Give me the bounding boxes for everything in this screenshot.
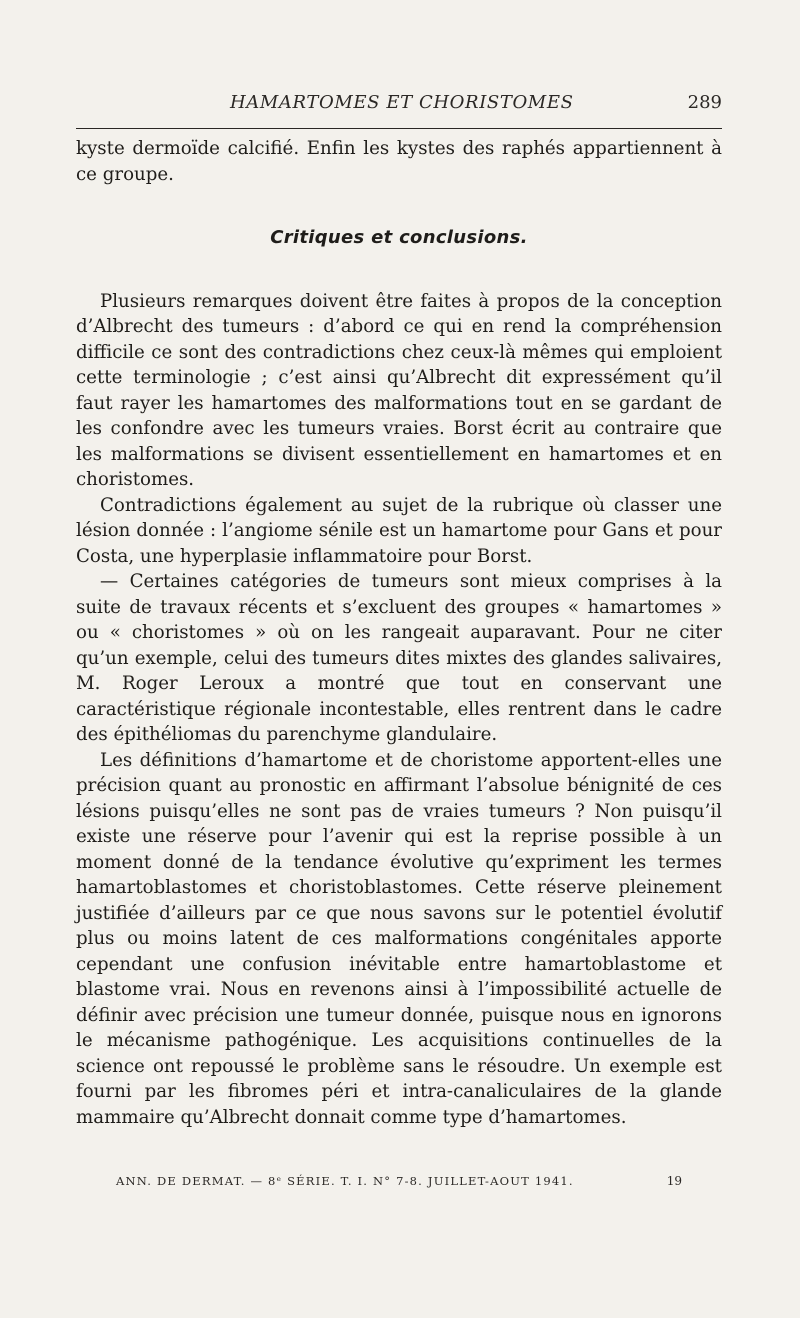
paragraph: Les définitions d’hamartome et de choristome apportent-elles une précision quant au pronostic en affirmant l’absolue bénignité de ces lésions puisqu’elles ne sont pas de vraies tumeurs ? Non puisqu’il existe une réserve pour l’avenir qui est la reprise possible à un moment donné de la tendance évolutive qu’expriment les termes hamartoblastomes et choristoblastomes. Cette réserve pleinement justifiée d’ailleurs par ce que nous savons sur le potentiel évolutif plus ou moins latent de ces malformations congénitales apporte cependant une confusion inévitable entre hamartoblastome et blastome vrai. Nous en revenons ainsi à l’impossibilité actuelle de définir avec précision une tumeur donnée, puisque nous en ignorons le mécanisme pathogénique. Les acquisitions continuelles de la science ont repoussé le problème sans le résoudre. Un exemple est fourni par les fibromes péri et intra-canaliculaires de la glande mammaire qu’Albrecht donnait comme type d’hamartomes. [76, 749, 722, 1128]
body-text [76, 136, 722, 1130]
section-heading: Critiques et conclusions. [270, 227, 528, 248]
journal-footer-line: ANN. DE DERMAT. — 8ᵉ SÉRIE. T. I. N° 7-8. JUILLET-AOUT 1941. [116, 1174, 574, 1188]
page-number: 289 [687, 92, 722, 113]
paragraph: Plusieurs remarques doivent être faites à propos de la conception d’Albrecht des tumeurs : d’abord ce qui en rend la compréhension difficile ce sont des contradictions chez ceux-là mêmes qui emploient cette terminologie ; c’est ainsi qu’Albrecht dit expressément qu’il faut rayer les hamartomes des malformations tout en se gardant de les confondre avec les tumeurs vraies. Borst écrit au contraire que les malformations se divisent essentiellement en hamartomes et en choristomes. [76, 290, 722, 490]
running-title: HAMARTOMES ET CHORISTOMES [230, 92, 574, 113]
header-rule [76, 128, 722, 129]
page-footer [116, 1174, 682, 1194]
paragraph: — Certaines catégories de tumeurs sont mieux comprises à la suite de travaux récents et s’excluent des groupes « hamartomes » ou « choristomes » où on les rangeait auparavant. Pour ne citer qu’un exemple, celui des tumeurs dites mixtes des glandes salivaires, M. Roger Leroux a montré que tout en conservant une caractéristique régionale incontestable, elles rentrent dans le cadre des épithéliomas du parenchyme glandulaire. [76, 571, 722, 745]
page-header [76, 92, 722, 118]
paragraph: kyste dermoïde calcifié. Enfin les kystes des raphés appartiennent à ce groupe. [76, 138, 722, 185]
sheet-number: 19 [666, 1174, 682, 1188]
paragraph: Contradictions également au sujet de la rubrique où classer une lésion donnée : l’angiome sénile est un hamartome pour Gans et pour Costa, une hyperplasie inflammatoire pour Borst. [76, 494, 722, 567]
